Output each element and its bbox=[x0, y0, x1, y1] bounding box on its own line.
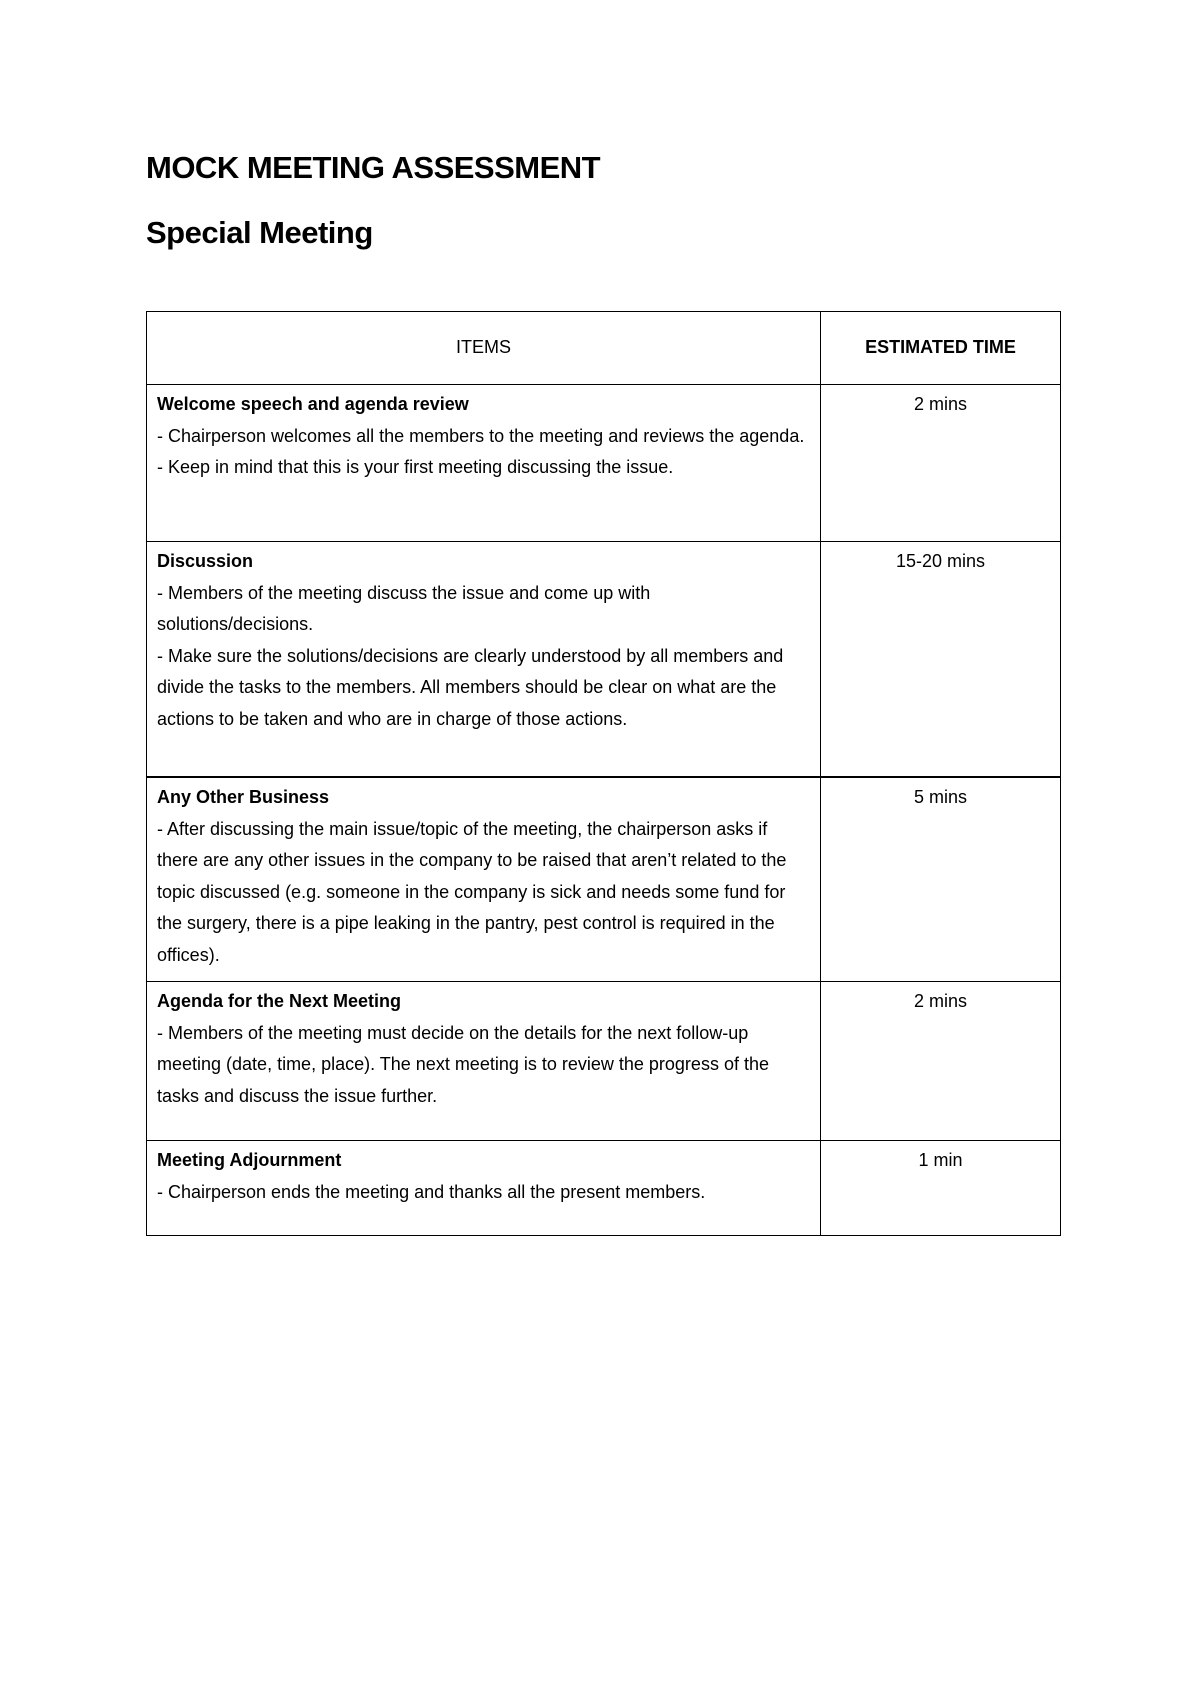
item-description-line: - Chairperson welcomes all the members to the meeting and reviews the agenda. bbox=[157, 425, 805, 446]
item-title: Any Other Business bbox=[157, 787, 330, 807]
items-column-header: ITEMS bbox=[147, 312, 821, 385]
table-row bbox=[147, 982, 1061, 1141]
item-cell bbox=[147, 777, 821, 982]
item-description-line: - Members of the meeting must decide on the details for the next follow-up meeting (date, time, place). The next meeting is to review the progress of the tasks and discuss the issue further. bbox=[157, 1022, 769, 1106]
agenda-table bbox=[146, 311, 1061, 1236]
item-title: Agenda for the Next Meeting bbox=[157, 991, 402, 1011]
estimated-time: 5 mins bbox=[821, 777, 1061, 982]
estimated-time: 2 mins bbox=[821, 982, 1061, 1141]
item-title: Discussion bbox=[157, 551, 254, 571]
item-title: Meeting Adjournment bbox=[157, 1150, 342, 1170]
item-cell bbox=[147, 542, 821, 778]
item-description-line: - Chairperson ends the meeting and thanks all the present members. bbox=[157, 1181, 706, 1202]
item-title: Welcome speech and agenda review bbox=[157, 394, 469, 414]
table-row bbox=[147, 542, 1061, 778]
document-subtitle: Special Meeting bbox=[146, 215, 373, 250]
table-row bbox=[147, 385, 1061, 542]
time-column-header: ESTIMATED TIME bbox=[821, 312, 1061, 385]
item-description-line: - Keep in mind that this is your first meeting discussing the issue. bbox=[157, 457, 674, 477]
item-description-line: - After discussing the main issue/topic of the meeting, the chairperson asks if there are any other issues in the company to be raised that aren’t related to the topic discussed (e.g. someone in the company is sick and needs some fund for the surgery, there is a pipe leaking in the pantry, pest control is required in the offices). bbox=[157, 818, 787, 965]
item-description-line: - Make sure the solutions/decisions are clearly understood by all members and divide the tasks to the members. All members should be clear on what are the actions to be taken and who are in charge of those actions. bbox=[157, 645, 784, 729]
estimated-time: 1 min bbox=[821, 1141, 1061, 1236]
table-header-row bbox=[147, 312, 1061, 385]
table-row bbox=[147, 1141, 1061, 1236]
item-cell bbox=[147, 1141, 821, 1236]
estimated-time: 15-20 mins bbox=[821, 542, 1061, 778]
estimated-time: 2 mins bbox=[821, 385, 1061, 542]
item-cell bbox=[147, 385, 821, 542]
item-cell bbox=[147, 982, 821, 1141]
document-title: MOCK MEETING ASSESSMENT bbox=[146, 150, 601, 185]
table-row bbox=[147, 777, 1061, 982]
item-description-line: - Members of the meeting discuss the issue and come up with solutions/decisions. bbox=[157, 582, 651, 634]
